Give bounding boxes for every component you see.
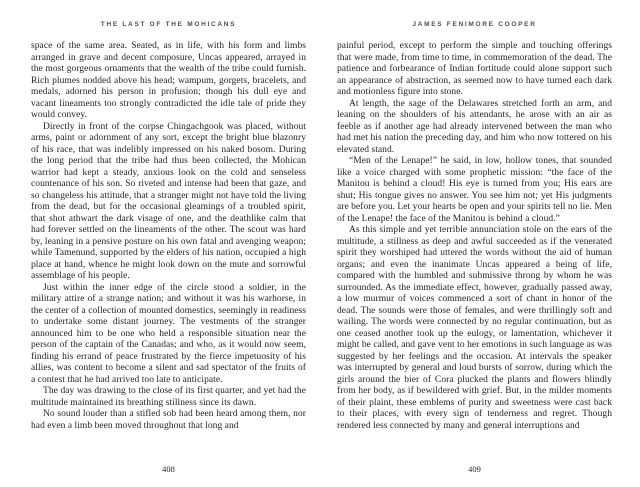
left-page: [31, 0, 306, 487]
paragraph: At length, the sage of the Delawares stretched forth an arm, and leaning on the shoulders of his attendants, he arose with an air as feeble as if another age had already intervened between the man who had met his nation the preceding day, and him who now tottered on his elevated stand.: [337, 98, 612, 155]
paragraph: The day was drawing to the close of its first quarter, and yet had the multitude maintained its breathing stillness since its dawn.: [31, 386, 306, 408]
paragraph: “Men of the Lenape!” he said, in low, hollow tones, that sounded like a voice charged with some prophetic mission: “the face of the Manitou is behind a cloud! His eye is turned from you; His ears are shut; His tongue gives no answer. You see him not; yet His judgments are before you. Let your hearts be open and your spirits tell no lie. Men of the Lenape! the face of the Manitou is behind a cloud.”: [337, 156, 612, 224]
right-page-body: [337, 41, 612, 432]
left-page-body: [31, 41, 306, 432]
right-page-number: 409: [468, 464, 481, 474]
left-page-number: 408: [162, 464, 175, 474]
paragraph: space of the same area. Seated, as in life, with his form and limbs arranged in grave and decent composure, Uncas appeared, arrayed in the most gorgeous ornaments that the wealth of the tribe could furnish. Rich plumes nodded above his head; wampum, gorgets, bracelets, and medals, adorned his person in profusion; though his dull eye and vacant lineaments too strongly contradicted the idle tale of pride they would convey.: [31, 41, 306, 120]
running-head-book-title: THE LAST OF THE MOHICANS: [100, 21, 237, 28]
right-page: [337, 0, 612, 487]
paragraph: As this simple and yet terrible annunciation stole on the ears of the multitude, a stillness as deep and awful succeeded as if the venerated spirit they worshiped had uttered the words without the aid of human organs; and even the inanimate Uncas appeared a being of life, compared with the humbled and submissive throng by whom he was surrounded. As the immediate effect, however, gradually passed away, a low murmur of voices commenced a sort of chant in honor of the dead. The sounds were those of females, and were thrillingly soft and wailing. The words were connected by no regular continuation, but as one ceased another took up the eulogy, or lamentation, whichever it might be called, and gave vent to her emotions in such language as was suggested by her feelings and the occasion. At intervals the speaker was interrupted by general and loud bursts of sorrow, during which the girls around the bier of Cora plucked the plants and flowers blindly from her body, as if bewildered with grief. But, in the milder moments of their plaint, these emblems of purity and sweetness were cast back to their places, with every sign of tenderness and regret. Though rendered less connected by many and general interruptions and: [337, 225, 612, 431]
paragraph: Just within the inner edge of the circle stood a soldier, in the military attire of a strange nation; and without it was his warhorse, in the center of a collection of mounted domestics, seemingly in readiness to undertake some distant journey. The vestments of the stranger announced him to be one who held a responsible situation near the person of the captain of the Canadas; and who, as it would now seem, finding his errand of peace frustrated by the fierce impetuosity of his allies, was content to become a silent and sad spectator of the fruits of a contest that he had arrived too late to anticipate.: [31, 282, 307, 385]
running-head-author: JAMES FENIMORE COOPER: [412, 21, 537, 28]
paragraph: painful period, except to perform the simple and touching offerings that were made, from time to time, in commemoration of the dead. The patience and forbearance of Indian fortitude could alone support such an appearance of abstraction, as seemed now to have turned each dark and motionless figure into stone.: [337, 41, 612, 97]
paragraph: No sound louder than a stifled sob had been heard among them, nor had even a limb been moved throughout that long and: [31, 409, 306, 431]
paragraph: Directly in front of the corpse Chingachgook was placed, without arms, paint or adornment of any sort, except the bright blue blazonry of his race, that was indelibly impressed on his naked bosom. During the long period that the tribe had thus been collected, the Mohican warrior had kept a steady, anxious look on the cold and senseless countenance of his son. So riveted and intense had been that gaze, and so changeless his attitude, that a stranger might not have told the living from the dead, but for the occasional gleamings of a troubled spirit, that shot athwart the dark visage of one, and the deathlike calm that had forever settled on the lineaments of the other. The scout was hard by, leaning in a pensive posture on his own fatal and avenging weapon; while Tamenund, supported by the elders of his nation, occupied a high place at hand, whence he might look down on the mute and sorrowful assemblage of his people.: [31, 121, 306, 281]
